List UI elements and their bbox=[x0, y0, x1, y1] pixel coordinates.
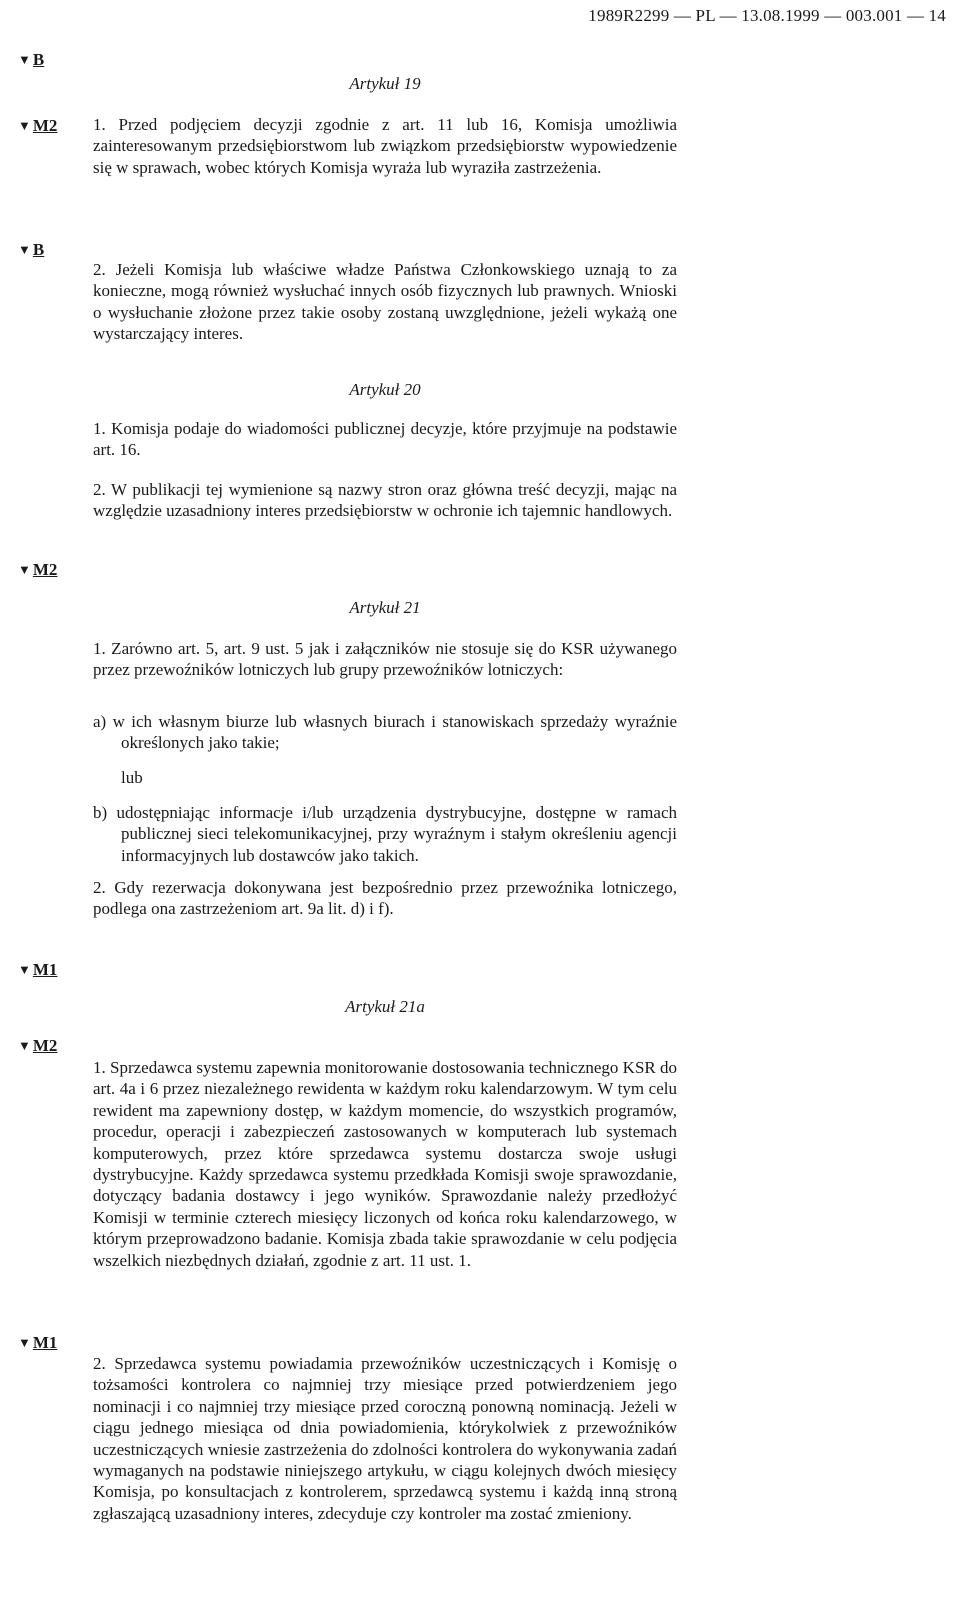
triangle-down-icon: ▼ bbox=[18, 562, 31, 577]
list-item: a) w ich własnym biurze lub własnych biurach i stanowiskach sprzedaży wyraźnie określonych jako takie; bbox=[93, 712, 677, 753]
triangle-down-icon: ▼ bbox=[18, 1038, 31, 1053]
paragraph: 1. Sprzedawca systemu zapewnia monitorowanie dostosowania technicznego KSR do art. 4a i 6 przez niezależnego rewidenta w każdym roku kalendarzowym. W tym celu rewident ma zapewniony dostęp, w każdym momencie, do wszystkich programów, procedur, operacji i zabezpieczeń zastosowanych w komputerach lub systemach komputerowych, przez które sprzedawca systemu dostarcza swoje usługi dystrybucyjne. Każdy sprzedawca systemu przedkłada Komisji swoje sprawozdanie, dotyczący badania dostawcy i jego wyników. Sprawozdanie należy przedłożyć Komisji w terminie czterech miesięcy liczonych od końca roku kalendarzowego, w którym przeprowadzono badanie. Komisja zbada takie sprawozdanie w celu podjęcia wszelkich niezbędnych działań, zgodnie z art. 11 ust. 1. bbox=[93, 1058, 677, 1270]
connector-text: lub bbox=[121, 768, 143, 787]
paragraph: 1. Komisja podaje do wiadomości publicznej decyzje, które przyjmuje na podstawie art. 16. bbox=[93, 419, 677, 460]
article-title: Artykuł 21a bbox=[345, 997, 425, 1016]
article-title: Artykuł 20 bbox=[349, 380, 421, 399]
paragraph: 2. Jeżeli Komisja lub właściwe władze Państwa Członkowskiego uznają to za konieczne, mogą również wysłuchać innych osób fizycznych lub prawnych. Wnioski o wysłuchanie złożone przez takie osoby zostaną uwzględnione, jeżeli wykażą one wystarczający interes. bbox=[93, 260, 677, 344]
paragraph: 2. Sprzedawca systemu powiadamia przewoźników uczestniczących i Komisję o tożsamości kontrolera co najmniej trzy miesiące przed potwierdzeniem jego nominacji i co najmniej trzy miesiące przed coroczną ponowną nominacją. Jeżeli w ciągu jednego miesiąca od dnia powiadomienia, którykolwiek z przewoźników uczestniczących wniesie zastrzeżenia do zdolności kontrolera do wykonywania zadań wymaganych na podstawie niniejszego artykułu, w ciągu kolejnych dwóch miesięcy Komisja, po konsultacjach z kontrolerem, sprzedawcą systemu i każdą inną stroną zgłaszającą uzasadniony interes, zdecyduje czy kontroler ma zostać zmieniony. bbox=[93, 1354, 677, 1523]
article-title: Artykuł 19 bbox=[349, 74, 421, 93]
triangle-down-icon: ▼ bbox=[18, 242, 31, 257]
triangle-down-icon: ▼ bbox=[18, 1335, 31, 1350]
amendment-marker: ▼ M2 bbox=[18, 560, 58, 579]
paragraph: 1. Przed podjęciem decyzji zgodnie z art. 11 lub 16, Komisja umożliwia zainteresowanym przedsiębiorstwom lub związkom przedsiębiorstw wypowiedzenie się w sprawach, wobec których Komisja wyraża lub wyraziła zastrzeżenia. bbox=[93, 115, 677, 177]
amendment-marker: ▼ M1 bbox=[18, 1333, 58, 1352]
amendment-marker: ▼ M2 bbox=[18, 116, 58, 135]
amendment-marker: ▼ M2 bbox=[18, 1036, 58, 1055]
amendment-marker: ▼ B bbox=[18, 240, 45, 259]
list-item: b) udostępniając informacje i/lub urządzenia dystrybucyjne, dostępne w ramach publicznej sieci telekomunikacyjnej, przy wyraźnym i stałym określeniu agencji informacyjnych lub dostawców jako takich. bbox=[93, 803, 677, 865]
amendment-marker: ▼ M1 bbox=[18, 960, 58, 979]
paragraph: 2. Gdy rezerwacja dokonywana jest bezpośrednio przez przewoźnika lotniczego, podlega ona zastrzeżeniom art. 9a lit. d) i f). bbox=[93, 878, 677, 919]
document-header: 1989R2299 — PL — 13.08.1999 — 003.001 — 14 bbox=[588, 6, 946, 25]
triangle-down-icon: ▼ bbox=[18, 118, 31, 133]
paragraph: 2. W publikacji tej wymienione są nazwy stron oraz główna treść decyzji, mając na względzie uzasadniony interes przedsiębiorstw w ochronie ich tajemnic handlowych. bbox=[93, 480, 677, 521]
amendment-marker: ▼ B bbox=[18, 50, 45, 69]
paragraph: 1. Zarówno art. 5, art. 9 ust. 5 jak i załączników nie stosuje się do KSR używanego przez przewoźników lotniczych lub grupy przewoźników lotniczych: bbox=[93, 639, 677, 680]
triangle-down-icon: ▼ bbox=[18, 962, 31, 977]
triangle-down-icon: ▼ bbox=[18, 52, 31, 67]
article-title: Artykuł 21 bbox=[349, 598, 421, 617]
